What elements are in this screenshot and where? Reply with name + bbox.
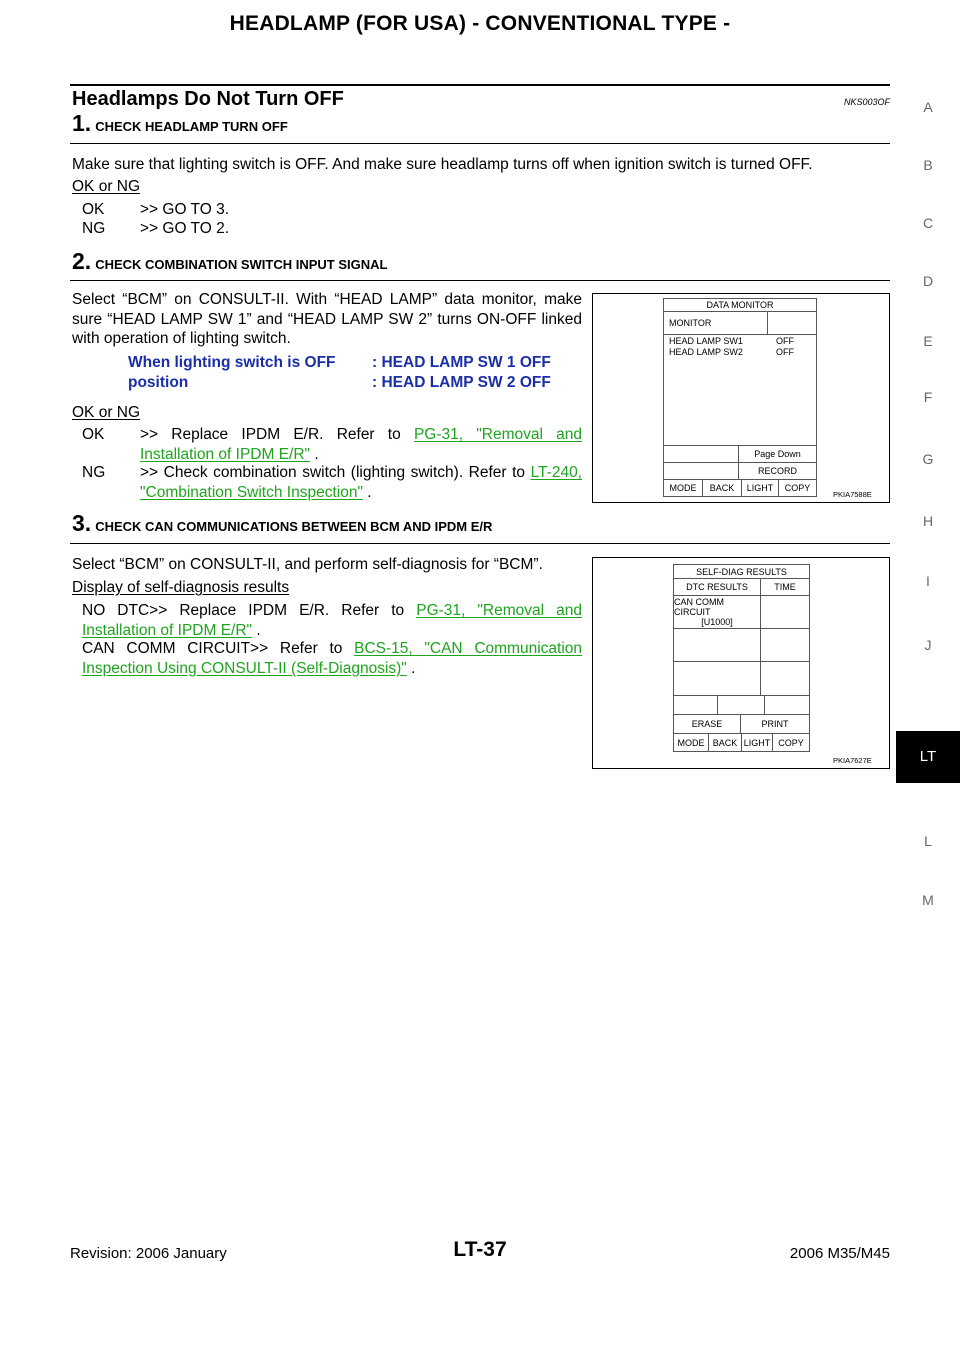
step-3-r1-key: NO DTC>> [82,602,168,619]
step-2-ng-key: NG [82,464,106,481]
page-header: HEADLAMP (FOR USA) - CONVENTIONAL TYPE - [229,12,731,35]
step-2-condition-line1: When lighting switch is OFF [128,354,336,371]
dm-row-1-value: OFF [776,336,794,346]
step-2-ng-prefix: >> Check combination switch (lighting switch). Refer to [140,464,531,481]
self-diag-figure [592,557,890,769]
section-code: NKS003OF [843,97,890,107]
link-pg-31-removal[interactable]: PG-31, "Removal and Installation of IPDM E/R" [140,426,582,463]
model-text: 2006 M35/M45 [789,1245,890,1262]
sd-copy-button[interactable]: COPY [772,733,810,752]
chapter-tab-j[interactable]: J [924,637,932,653]
sd-light-button[interactable]: LIGHT [741,733,773,752]
step-3-result-label: Display of self-diagnosis results [72,579,290,596]
step-1-ng-key: NG [82,220,106,237]
chapter-tab-l[interactable]: L [924,833,932,849]
dm-light-button[interactable]: LIGHT [741,479,779,497]
step-1-text: Make sure that lighting switch is OFF. And make sure headlamp turns off when ignition switch is turned OFF. [72,156,813,173]
step-2-text: Select “BCM” on CONSULT-II. With “HEAD LAMP” data monitor, make sure “HEAD LAMP SW 1” and “HEAD LAMP SW 2” turns ON-OFF linked with operation of lighting switch. [72,291,582,347]
step-2-heading [72,248,387,275]
step-3-r2-key: CAN COMM CIRCUIT>> [82,640,269,657]
step-1-heading [72,110,288,137]
sd-erase-button[interactable]: ERASE [673,714,741,734]
step-2-condition [128,353,368,392]
section-title: Headlamps Do Not Turn OFF [72,88,344,110]
step-2-value-1: : HEAD LAMP SW 1 OFF [372,354,551,371]
sd-dtc-line2: [U1000] [701,617,733,627]
link-pg-31-removal-2[interactable]: PG-31, "Removal and Installation of IPDM E/R" [82,602,582,639]
chapter-tab-m[interactable]: M [922,892,934,908]
sd-title: SELF-DIAG RESULTS [673,564,810,579]
revision-text: Revision: 2006 January [70,1245,227,1262]
page-number: LT-37 [453,1238,507,1261]
step-1-result-label: OK or NG [72,178,141,195]
dm-title: DATA MONITOR [663,298,817,312]
step-3-title: CHECK CAN COMMUNICATIONS BETWEEN BCM AND IPDM E/R [95,519,493,534]
step-3-r1-prefix: Replace IPDM E/R. Refer to [167,602,417,619]
step-3-result-2 [82,639,582,678]
link-bcs-15-can-communication[interactable]: BCS-15, "CAN Communication Inspection Using CONSULT-II (Self-Diagnosis)" [82,640,583,677]
dm-page-down-button[interactable]: Page Down [738,445,817,463]
step-2-ok-key: OK [82,426,105,443]
chapter-tab-c[interactable]: C [922,215,934,231]
dm-figure-id: PKIA7588E [833,490,872,499]
chapter-tab-e[interactable]: E [923,333,933,349]
sd-figure-id: PKIA7627E [833,756,872,765]
step-3-number: 3. [72,510,92,536]
step-3-text: Select “BCM” on CONSULT-II, and perform self-diagnosis for “BCM”. [72,556,543,573]
sd-empty-cell-5 [673,695,718,715]
chapter-tab-h[interactable]: H [922,513,934,529]
dm-back-button[interactable]: BACK [702,479,742,497]
step-2-ok-text [140,425,582,464]
step-2-result-label: OK or NG [72,404,141,421]
chapter-tab-f[interactable]: F [923,389,933,405]
sd-dtc-line1: CAN COMM CIRCUIT [674,597,724,617]
step-3-rule [70,543,890,544]
sd-empty-cell-4 [760,661,810,696]
link-lt-240-combination-switch[interactable]: LT-240, "Combination Switch Inspection" [140,464,582,501]
step-1-ng-text: >> GO TO 2. [140,220,230,237]
sd-empty-cell-1 [673,628,761,662]
step-2-values [372,353,551,392]
dm-row-2-label: HEAD LAMP SW2 [669,347,743,357]
dm-copy-button[interactable]: COPY [778,479,817,497]
step-2-ng-suffix: . [362,483,372,501]
step-1-number: 1. [72,110,92,136]
dm-monitor-label: MONITOR [663,311,768,335]
chapter-tab-g[interactable]: G [922,451,934,467]
sd-dtc-cell [673,595,761,629]
step-1-ok-text: >> GO TO 3. [140,201,230,218]
sd-print-button[interactable]: PRINT [740,714,810,734]
dm-mode-button[interactable]: MODE [663,479,703,497]
chapter-tab-lt[interactable]: LT [896,731,960,783]
step-2-ok-prefix: >> Replace IPDM E/R. Refer to [140,426,414,443]
step-2-title: CHECK COMBINATION SWITCH INPUT SIGNAL [95,257,388,272]
step-2-value-2: : HEAD LAMP SW 2 OFF [372,373,551,391]
sd-back-button[interactable]: BACK [708,733,742,752]
sd-empty-cell-3 [673,661,761,696]
sd-col-time: TIME [760,578,810,596]
step-2-number: 2. [72,248,92,274]
dm-blank-cell-2 [663,462,739,480]
step-1-ok-key: OK [82,201,105,218]
sd-empty-cell-6 [717,695,765,715]
dm-row-1-label: HEAD LAMP SW1 [669,336,743,346]
dm-record-button[interactable]: RECORD [738,462,817,480]
sd-empty-cell-7 [764,695,810,715]
step-3-r1-suffix: . [252,621,261,639]
sd-mode-button[interactable]: MODE [673,733,709,752]
chapter-tab-d[interactable]: D [922,273,934,289]
chapter-tab-i[interactable]: I [926,573,930,589]
data-monitor-figure [592,293,890,503]
step-3-r2-suffix: . [406,659,416,677]
step-3-r2-prefix: Refer to [268,640,355,657]
step-2-condition-line2: position [128,373,189,391]
header-rule [70,84,890,86]
step-2-ng-text [140,463,582,502]
sd-empty-cell-2 [760,628,810,662]
dm-blank-cell [663,445,739,463]
dm-row-2-value: OFF [776,347,794,357]
step-2-ok-suffix: . [310,445,319,463]
step-3-result-1 [82,601,582,640]
step-2-rule [70,280,890,281]
step-1-rule [70,143,890,144]
step-3-heading [72,510,492,537]
sd-col-dtc-results: DTC RESULTS [673,578,761,596]
chapter-tab-b[interactable]: B [923,157,933,173]
sd-time-cell [760,595,810,629]
dm-monitor-right [767,311,817,335]
chapter-tab-a[interactable]: A [923,99,933,115]
step-1-title: CHECK HEADLAMP TURN OFF [95,119,288,134]
